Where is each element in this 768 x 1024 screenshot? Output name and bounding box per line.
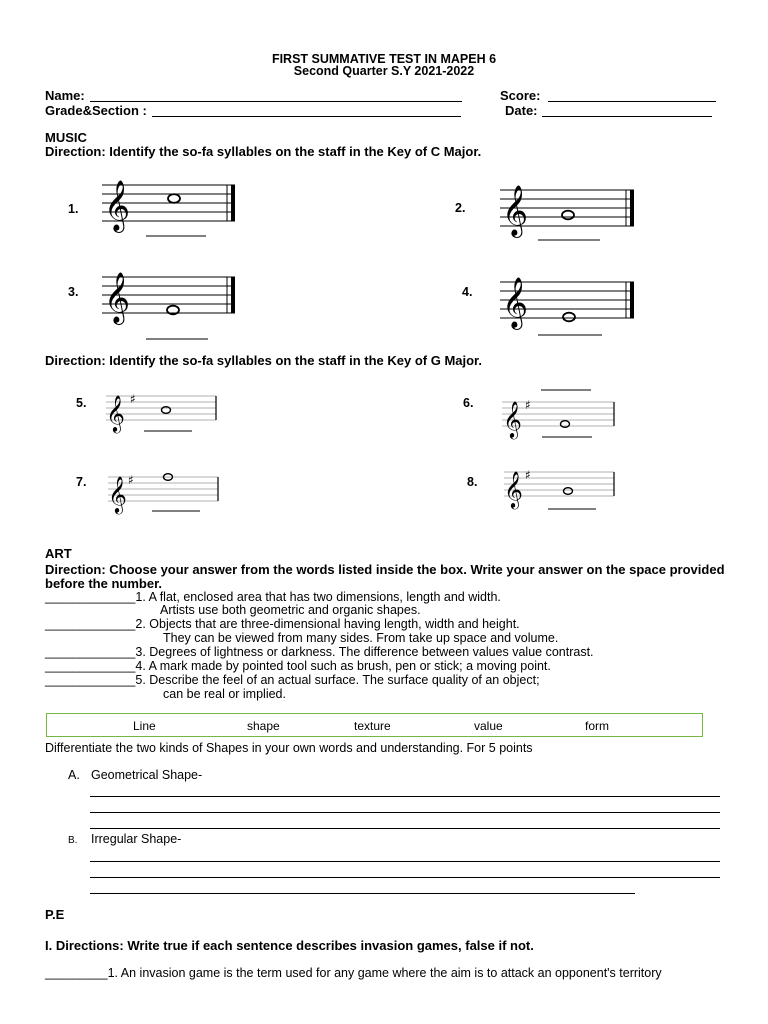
music-heading: MUSIC [45,130,87,145]
word-option: value [474,719,503,733]
treble-clef-icon: 𝄞 [502,277,529,328]
answer-blank[interactable]: _________ [45,966,108,980]
sharp-icon: ♯ [128,473,134,487]
irregular-shape-label: Irregular Shape- [91,832,182,846]
treble-clef-icon: 𝄞 [104,272,131,323]
art-question-5: _____________5. Describe the feel of an actual surface. The surface quality of an object; [45,673,540,687]
art-heading: ART [45,546,72,561]
music-direction-g: Direction: Identify the so-fa syllables on the staff in the Key of G Major. [45,353,483,368]
art-question-4: _____________4. A mark made by pointed tool such as brush, pen or stick; a moving point. [45,659,551,673]
item-number: 7. [76,475,87,489]
staff-g-major-6 [500,382,625,442]
sharp-icon: ♯ [130,392,136,406]
answer-blank[interactable]: _____________ [45,645,136,659]
geometrical-shape-label: Geometrical Shape- [91,768,203,782]
art-question-1: _____________1. A flat, enclosed area that has two dimensions, length and width. [45,590,501,604]
art-question-2: _____________2. Objects that are three-dimensional having length, width and height. [45,617,520,631]
item-number: 3. [68,285,79,299]
score-field[interactable] [548,101,716,102]
word-option: Line [133,719,156,733]
differentiate-prompt: Differentiate the two kinds of Shapes in your own words and understanding. For 5 points [45,741,533,755]
pe-heading: P.E [45,907,65,922]
item-number: 2. [455,201,466,215]
score-label: Score: [500,88,541,103]
answer-blank[interactable]: _____________ [45,617,136,631]
pe-direction: I. Directions: Write true if each sentence describes invasion games, false if not. [45,938,534,953]
name-label: Name: [45,88,85,103]
staff-g-major-5 [104,384,224,439]
treble-clef-icon: 𝄞 [106,394,125,432]
staff-c-major-3 [100,265,245,345]
name-field[interactable] [90,101,462,102]
treble-clef-icon: 𝄞 [108,475,127,513]
answer-blank[interactable]: _____________ [45,659,136,673]
art-question-2-continued: They can be viewed from many sides. From take up space and volume. [163,631,559,645]
date-label: Date: [505,103,538,118]
word-option: texture [354,719,391,733]
music-direction-c: Direction: Identify the so-fa syllables on the staff in the Key of C Major. [45,144,482,159]
grade-section-field[interactable] [152,116,461,117]
staff-c-major-1 [100,170,245,242]
answer-line[interactable] [90,893,635,894]
answer-line[interactable] [90,812,720,813]
answer-line[interactable] [90,828,720,829]
item-letter-b: B. [68,835,78,846]
answer-line[interactable] [90,877,720,878]
art-direction: Direction: Choose your answer from the words listed inside the box. Write your answer on the space provided before the number. [45,562,725,591]
test-subtitle: Second Quarter S.Y 2021-2022 [293,64,475,78]
art-question-3: _____________3. Degrees of lightness or darkness. The difference between values value contrast. [45,645,594,659]
test-title: FIRST SUMMATIVE TEST IN MAPEH 6 [271,52,497,66]
word-box [46,713,703,737]
answer-line[interactable] [90,796,720,797]
date-field[interactable] [542,116,712,117]
item-letter-a: A. [68,768,80,782]
staff-g-major-7 [106,465,226,520]
item-number: 5. [76,396,87,410]
treble-clef-icon: 𝄞 [104,180,131,231]
treble-clef-icon: 𝄞 [503,400,522,438]
treble-clef-icon: 𝄞 [504,470,523,508]
answer-blank[interactable]: _____________ [45,673,136,687]
staff-g-major-8 [502,462,622,517]
item-number: 8. [467,475,478,489]
item-number: 1. [68,202,79,216]
staff-c-major-4 [498,263,643,343]
pe-question-1: _________1. An invasion game is the term used for any game where the aim is to attack an opponent's territory [45,966,662,980]
word-option: shape [247,719,280,733]
treble-clef-icon: 𝄞 [502,185,529,236]
staff-c-major-2 [498,175,643,247]
sharp-icon: ♯ [525,398,531,412]
art-question-5-continued: can be real or implied. [163,687,286,701]
art-question-1-continued: Artists use both geometric and organic shapes. [160,603,421,617]
grade-section-label: Grade&Section : [45,103,147,118]
item-number: 6. [463,396,474,410]
answer-line[interactable] [90,861,720,862]
word-option: form [585,719,609,733]
sharp-icon: ♯ [525,468,531,482]
answer-blank[interactable]: _____________ [45,590,136,604]
item-number: 4. [462,285,473,299]
